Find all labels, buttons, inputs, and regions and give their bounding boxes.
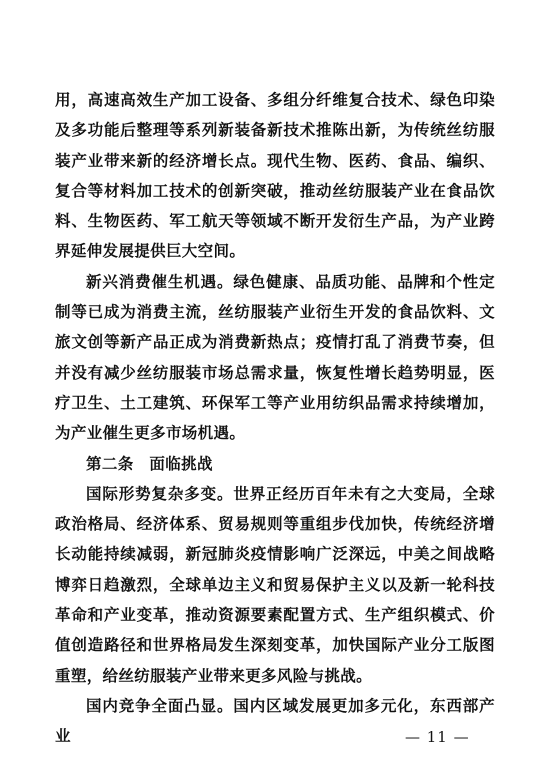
section-heading: 第二条 面临挑战: [86, 453, 213, 473]
page-number: — 11 —: [405, 728, 470, 746]
paragraph-international-situation: 国际形势复杂多变。世界正经历百年未有之大变局，全球政治格局、经济体系、贸易规则等重组步伐加快，传统经济增长动能持续减弱，新冠肺炎疫情影响广泛深远，中美之间战略博弈日趋激烈，全球单边主义和贸易保护主义以及新一轮科技革命和产业变革，推动资源要素配置方式、生产组织模式、价值创造路径和世界格局发生深刻变革，加快国际产业分工版图重塑，给丝纺服装产业带来更多风险与挑战。: [55, 483, 495, 685]
document-body: [55, 85, 495, 752]
paragraph-domestic-competition: 国内竞争全面凸显。国内区域发展更加多元化，东西部产业: [55, 695, 495, 746]
paragraph-continued: 用，高速高效生产加工设备、多组分纤维复合技术、绿色印染及多功能后整理等系列新装备新技术推陈出新，为传统丝纺服装产业带来新的经济增长点。现代生物、医药、食品、编织、复合等材料加工技术的创新突破，推动丝纺服装产业在食品饮料、生物医药、军工航天等领域不断开发衍生产品，为产业跨界延伸发展提供巨大空间。: [55, 90, 495, 261]
paragraph-new-consumption: 新兴消费催生机遇。绿色健康、品质功能、品牌和个性定制等已成为消费主流，丝纺服装产业衍生开发的食品饮料、文旅文创等新产品正成为消费新热点；疫情打乱了消费节奏，但并没有减少丝纺服装市场总需求量，恢复性增长趋势明显，医疗卫生、土工建筑、环保军工等产业用纺织品需求持续增加，为产业催生更多市场机遇。: [55, 271, 495, 443]
